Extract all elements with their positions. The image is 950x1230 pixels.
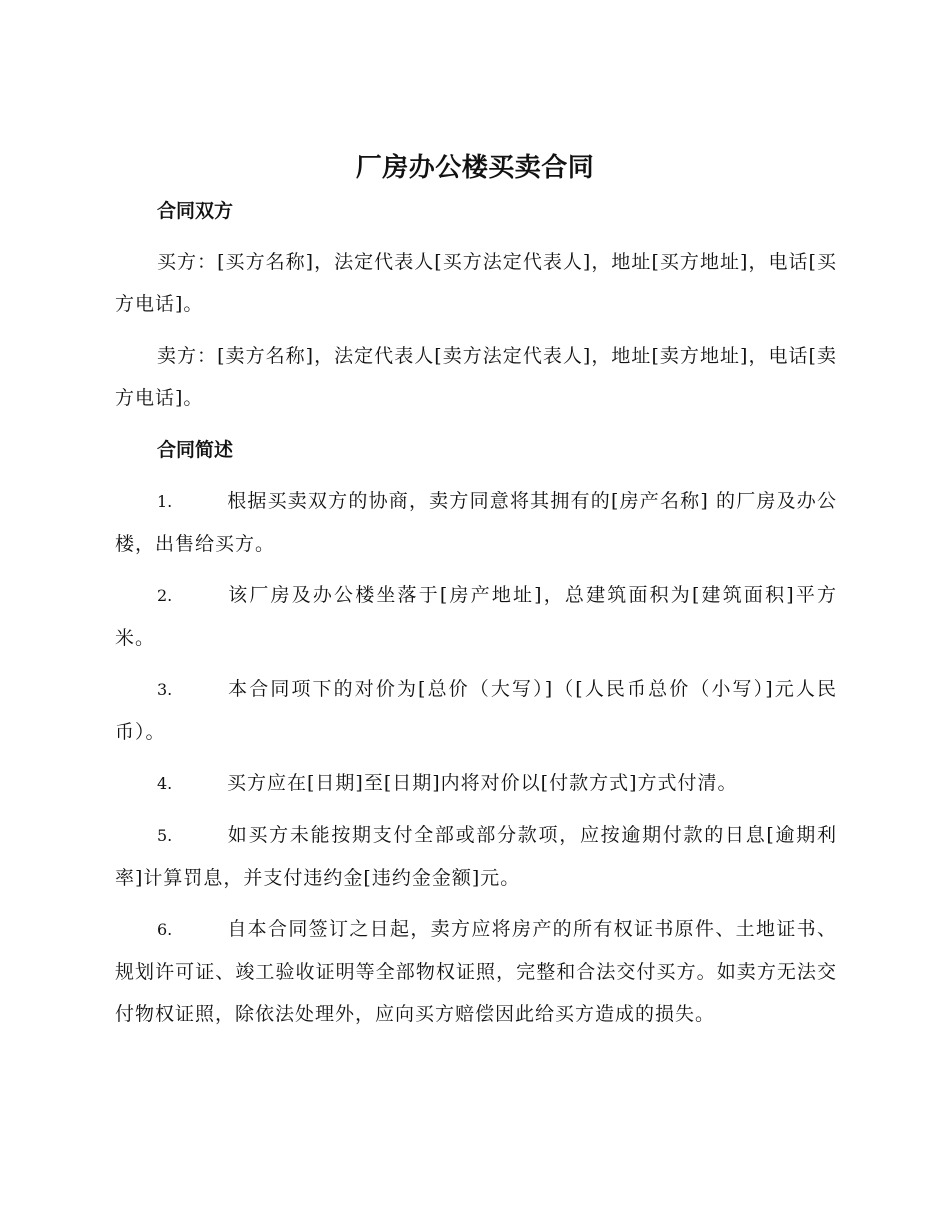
clause-number: 2. — [157, 586, 173, 605]
clause-text: 买方应在[日期]至[日期]内将对价以[付款方式]方式付清。 — [227, 772, 738, 794]
clause-text: 自本合同签订之日起，卖方应将房产的所有权证书原件、土地证书、规划许可证、竣工验收证明等全部物权证照，完整和合法交付买方。如卖方无法交付物权证照，除依法处理外，应向买方赔偿因此给买方造成的损失。 — [115, 918, 837, 1025]
clause-number: 4. — [157, 774, 173, 793]
clause-text: 本合同项下的对价为[总价（大写）]（[人民币总价（小写）]元人民币）。 — [115, 678, 837, 743]
section-heading-parties: 合同双方 — [157, 200, 234, 222]
clause-item — [115, 480, 837, 565]
seller-paragraph: 卖方：[卖方名称]，法定代表人[卖方法定代表人]，地址[卖方地址]，电话[卖方电话]。 — [115, 345, 837, 409]
clause-text: 根据买卖双方的协商，卖方同意将其拥有的[房产名称] 的厂房及办公楼，出售给买方。 — [115, 490, 837, 555]
clause-item — [115, 668, 837, 753]
clause-number: 3. — [157, 680, 173, 699]
buyer-paragraph: 买方：[买方名称]，法定代表人[买方法定代表人]，地址[买方地址]，电话[买方电话]。 — [115, 251, 837, 315]
clause-text: 如买方未能按期支付全部或部分款项，应按逾期付款的日息[逾期利率]计算罚息，并支付违约金[违约金金额]元。 — [115, 824, 837, 889]
clause-item — [115, 762, 837, 805]
clause-text: 该厂房及办公楼坐落于[房产地址]，总建筑面积为[建筑面积]平方米。 — [115, 584, 837, 649]
clause-number: 1. — [157, 492, 173, 511]
document-title: 厂房办公楼买卖合同 — [355, 153, 595, 183]
clause-number: 5. — [157, 826, 173, 845]
section-heading-summary: 合同简述 — [157, 439, 234, 461]
clause-item — [115, 908, 837, 1035]
clause-item — [115, 814, 837, 899]
clause-item — [115, 574, 837, 659]
clause-number: 6. — [157, 920, 173, 939]
